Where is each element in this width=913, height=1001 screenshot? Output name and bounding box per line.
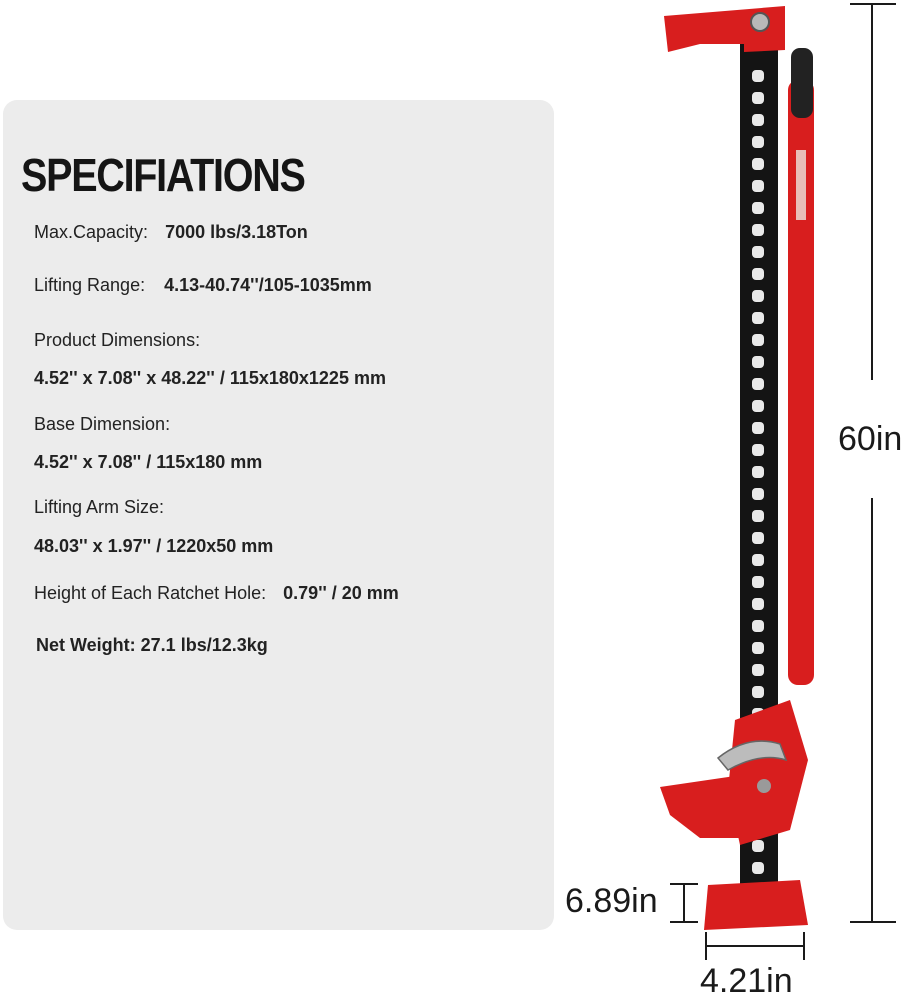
ratchet-hole xyxy=(752,158,764,170)
ratchet-hole xyxy=(752,246,764,258)
ratchet-hole xyxy=(752,356,764,368)
ratchet-hole xyxy=(752,70,764,82)
ratchet-hole xyxy=(752,510,764,522)
total-height-label: 60in xyxy=(838,420,903,458)
spec-label-base-dimension: Base Dimension: xyxy=(34,414,171,434)
ratchet-hole xyxy=(752,180,764,192)
spec-value: 7000 lbs/3.18Ton xyxy=(165,222,308,242)
ratchet-hole xyxy=(752,862,764,874)
top-bolt xyxy=(751,13,769,31)
handle-grip xyxy=(791,48,813,118)
ratchet-hole xyxy=(752,334,764,346)
handle-label xyxy=(796,150,806,220)
ratchet-hole xyxy=(752,312,764,324)
spec-label: Height of Each Ratchet Hole: xyxy=(34,583,267,603)
lifting-nose xyxy=(660,776,742,838)
spec-value-base-dimension: 4.52'' x 7.08'' / 115x180 mm xyxy=(34,452,263,472)
spec-label: Max.Capacity: xyxy=(34,222,149,242)
ratchet-hole xyxy=(752,268,764,280)
ratchet-hole xyxy=(752,400,764,412)
spec-value-product-dimensions: 4.52'' x 7.08'' x 48.22'' / 115x180x1225 mm xyxy=(34,368,386,388)
ratchet-hole xyxy=(752,576,764,588)
spec-value-lifting-arm: 48.03'' x 1.97'' / 1220x50 mm xyxy=(34,536,274,556)
ratchet-hole xyxy=(752,224,764,236)
ratchet-hole xyxy=(752,488,764,500)
ratchet-hole xyxy=(752,136,764,148)
ratchet-hole xyxy=(752,290,764,302)
ratchet-hole xyxy=(752,202,764,214)
ratchet-hole xyxy=(752,598,764,610)
ratchet-hole xyxy=(752,92,764,104)
specifications-title: SPECIFIATIONS xyxy=(21,149,305,201)
base-height-label: 6.89in xyxy=(565,882,658,920)
ratchet-hole xyxy=(752,422,764,434)
ratchet-hole xyxy=(752,378,764,390)
base-plate xyxy=(704,880,808,930)
ratchet-hole xyxy=(752,642,764,654)
ratchet-hole xyxy=(752,554,764,566)
ratchet-hole xyxy=(752,664,764,676)
pivot-bolt xyxy=(757,779,771,793)
spec-label-product-dimensions: Product Dimensions: xyxy=(34,330,201,350)
ratchet-hole xyxy=(752,840,764,852)
ratchet-hole xyxy=(752,620,764,632)
ratchet-hole xyxy=(752,444,764,456)
ratchet-hole xyxy=(752,686,764,698)
spec-net-weight: Net Weight: 27.1 lbs/12.3kg xyxy=(36,635,268,655)
spec-label: Lifting Range: xyxy=(34,275,146,295)
ratchet-hole xyxy=(752,532,764,544)
base-width-label: 4.21in xyxy=(700,962,793,1000)
ratchet-hole xyxy=(752,466,764,478)
spec-value: 0.79'' / 20 mm xyxy=(283,583,399,603)
ratchet-hole xyxy=(752,114,764,126)
spec-value: 4.13-40.74''/105-1035mm xyxy=(164,275,372,295)
spec-label-lifting-arm: Lifting Arm Size: xyxy=(34,497,165,517)
